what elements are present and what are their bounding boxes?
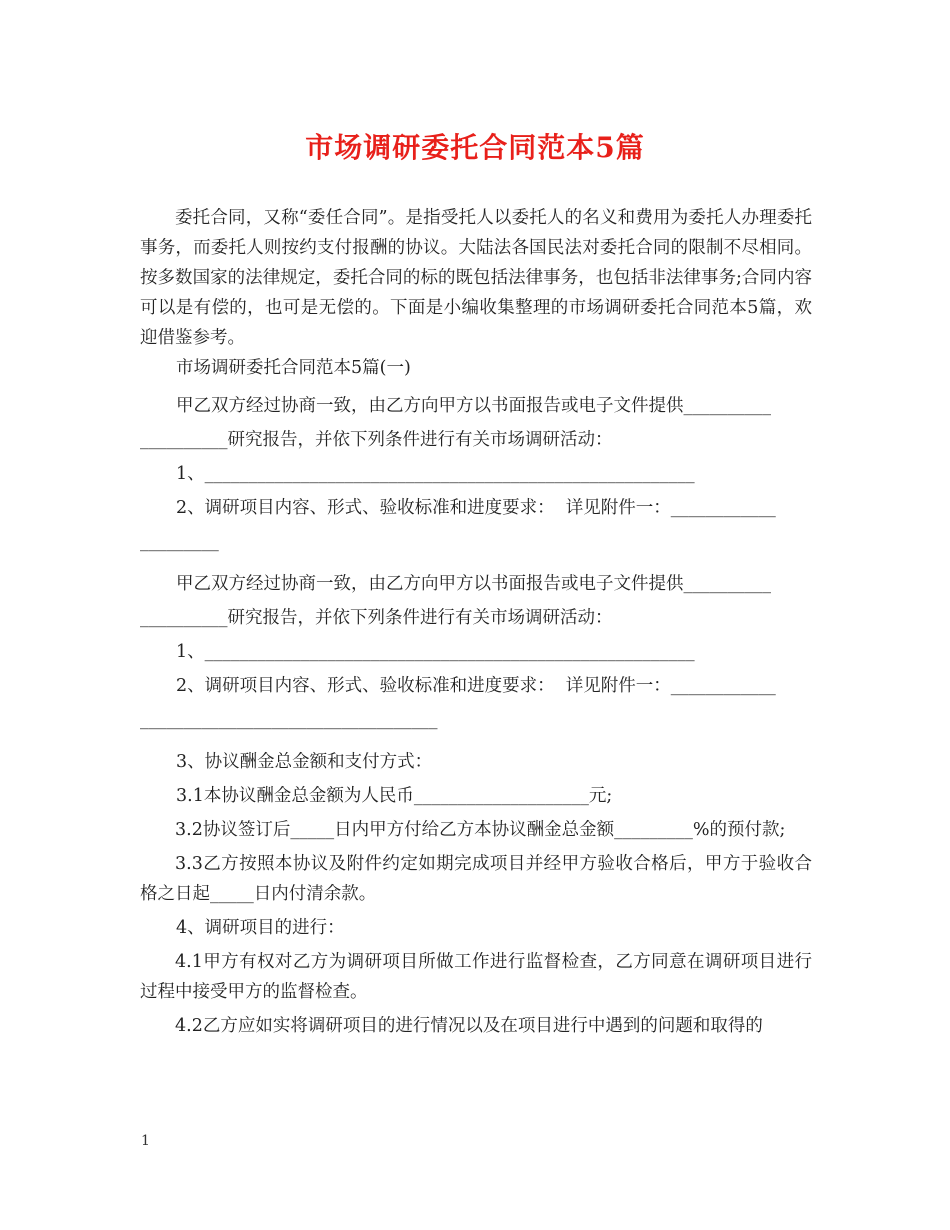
block1-line2: __________研究报告，并依下列条件进行有关市场调研活动：	[140, 430, 613, 450]
block1-item2: 2、调研项目内容、形式、验收标准和进度要求： 详见附件一：____________	[176, 498, 776, 518]
clause-3-3: 3.3乙方按照本协议及附件约定如期完成项目并经甲方验收合格后，甲方于验收合格之日起_____日内付清余款。	[140, 854, 812, 904]
document-title: 市场调研委托合同范本5篇	[305, 131, 645, 164]
clause-4-1: 4.1甲方有权对乙方为调研项目所做工作进行监督检查，乙方同意在调研项目进行过程中接受甲方的监督检查。	[140, 952, 812, 1002]
clause-3: 3、协议酬金总金额和支付方式：	[176, 752, 433, 772]
block2-line1: 甲乙双方经过协商一致，由乙方向甲方以书面报告或电子文件提供__________	[176, 574, 771, 594]
clause-3-2: 3.2协议签订后_____日内甲方付给乙方本协议酬金总金额_________%的预付款;	[175, 820, 786, 840]
section-heading: 市场调研委托合同范本5篇(一)	[176, 358, 411, 378]
clause-3-1: 3.1本协议酬金总金额为人民币____________________元;	[176, 786, 613, 806]
intro-paragraph: 委托合同，又称“委任合同”。是指受托人以委托人的名义和费用为委托人办理委托事务，而委托人则按约支付报酬的协议。大陆法各国民法对委托合同的限制不尽相同。按多数国家的法律规定，委托合同的标的既包括法律事务，也包括非法律事务;合同内容可以是有偿的，也可是无偿的。下面是小编收集整理的市场调研委托合同范本5篇，欢迎借鉴参考。	[140, 208, 812, 348]
block1-line1: 甲乙双方经过协商一致，由乙方向甲方以书面报告或电子文件提供__________	[176, 396, 771, 416]
block2-item2: 2、调研项目内容、形式、验收标准和进度要求： 详见附件一：____________	[176, 676, 776, 696]
block2-item1: 1、________________________________________________________	[176, 642, 695, 662]
block1-item1: 1、________________________________________________________	[176, 464, 695, 484]
page-number: 1	[141, 1133, 150, 1149]
block2-item2-continuation: __________________________________	[140, 710, 438, 730]
clause-4: 4、调研项目的进行：	[176, 918, 345, 938]
clause-4-2: 4.2乙方应如实将调研项目的进行情况以及在项目进行中遇到的问题和取得的	[175, 1016, 763, 1036]
document-body	[140, 203, 812, 1041]
block2-line2: __________研究报告，并依下列条件进行有关市场调研活动：	[140, 608, 613, 628]
block1-item2-continuation: _________	[140, 532, 219, 552]
